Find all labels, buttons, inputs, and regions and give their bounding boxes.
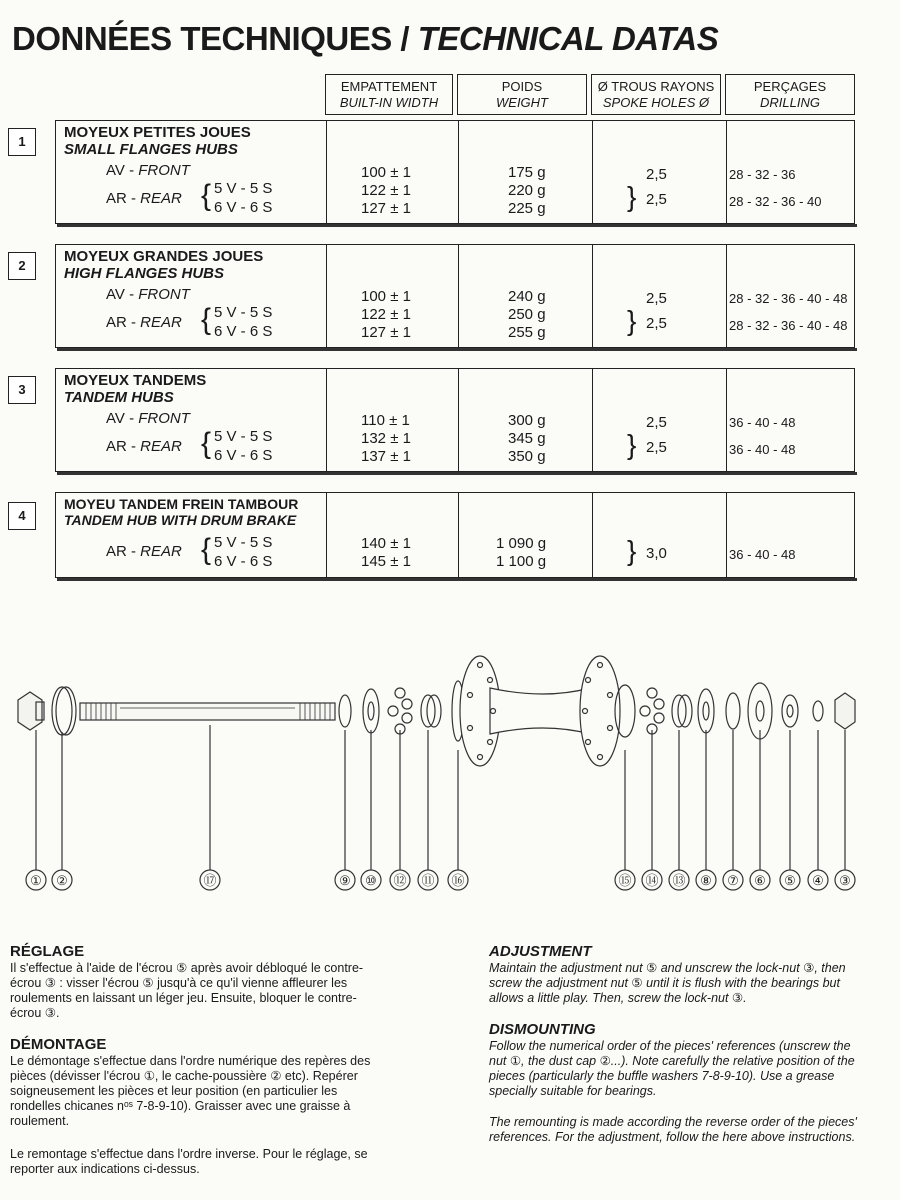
dismount-heading: DISMOUNTING — [489, 1021, 596, 1038]
row-label-front: AV - FRONT — [106, 410, 190, 427]
drill-front: 28 - 32 - 36 - 40 - 48 — [729, 291, 848, 306]
demontage-heading: DÉMONTAGE — [10, 1036, 107, 1053]
speed-5: 5 V - 5 S — [214, 428, 273, 445]
row-label-rear: AR - REAR — [106, 314, 182, 331]
drill-front: 36 - 40 - 48 — [729, 415, 796, 430]
callout-7: ⑦ — [727, 873, 739, 888]
weight-rear-5: 250 g — [508, 306, 546, 323]
callout-1: ① — [30, 873, 42, 888]
weight-rear-5: 345 g — [508, 430, 546, 447]
drill-rear: 36 - 40 - 48 — [729, 442, 796, 457]
spoke-front: 2,5 — [646, 166, 667, 183]
callout-12: ⑫ — [393, 873, 407, 888]
page-title — [12, 20, 892, 58]
speed-5: 5 V - 5 S — [214, 180, 273, 197]
adjust-heading: ADJUSTMENT — [489, 943, 592, 960]
callout-9: ⑨ — [339, 873, 351, 888]
spoke-rear: 2,5 — [646, 191, 667, 208]
callout-17: ⑰ — [203, 873, 217, 888]
width-front: 100 ± 1 — [361, 164, 411, 181]
speed-5: 5 V - 5 S — [214, 304, 273, 321]
weight-rear-5: 220 g — [508, 182, 546, 199]
callout-3: ③ — [839, 873, 851, 888]
drill-rear: 28 - 32 - 36 - 40 — [729, 194, 822, 209]
section-number: 1 — [8, 128, 36, 156]
section-title: MOYEUX TANDEMS TANDEM HUBS — [64, 372, 207, 406]
speed-6: 6 V - 6 S — [214, 447, 273, 464]
spoke-rear: 2,5 — [646, 439, 667, 456]
width-front: 100 ± 1 — [361, 288, 411, 305]
section-title: MOYEUX GRANDES JOUES HIGH FLANGES HUBS — [64, 248, 264, 282]
spoke-rear: 2,5 — [646, 315, 667, 332]
remount-body: The remounting is made according the reverse order of the pieces' references. For the adjustment, follow the here above instructions. — [489, 1115, 857, 1144]
weight-front: 300 g — [508, 412, 546, 429]
callout-16: ⑯ — [451, 873, 465, 888]
english-instructions — [489, 944, 859, 1161]
speed-6: 6 V - 6 S — [214, 199, 273, 216]
callout-14: ⑭ — [645, 873, 659, 888]
callout-6: ⑥ — [754, 873, 766, 888]
remontage-body: Le remontage s'effectue dans l'ordre inverse. Pour le réglage, se reporter aux indications ci-dessus. — [10, 1147, 368, 1176]
section-1: MOYEUX PETITES JOUES SMALL FLANGES HUBS AV - FRONT AR - REAR { 5 V - 5 S 6 V - 6 S 100 ± 1 122 ± 1 127 ± 1 175 g 220 g 225 g 2,5 } 2,5 28 - 32 - 36 28 - 32 - 36 - 40 — [55, 120, 855, 224]
row-label-front: AV - FRONT — [106, 162, 190, 179]
section-number: 3 — [8, 376, 36, 404]
callout-8: ⑧ — [700, 873, 712, 888]
speed-6: 6 V - 6 S — [214, 323, 273, 340]
section-4: MOYEU TANDEM FREIN TAMBOUR TANDEM HUB WITH DRUM BRAKE AR - REAR { 5 V - 5 S 6 V - 6 S 140 ± 1 145 ± 1 1 090 g 1 100 g } 3,0 36 - 40 - 48 — [55, 492, 855, 578]
callout-13: ⑬ — [672, 873, 686, 888]
weight-rear-6: 1 100 g — [496, 553, 547, 570]
width-rear-6: 127 ± 1 — [361, 200, 411, 217]
french-instructions — [10, 944, 385, 1193]
section-number: 2 — [8, 252, 36, 280]
width-rear-6: 127 ± 1 — [361, 324, 411, 341]
header-weight: POIDS WEIGHT — [457, 74, 587, 115]
drill-rear: 28 - 32 - 36 - 40 - 48 — [729, 318, 848, 333]
section-title: MOYEU TANDEM FREIN TAMBOUR TANDEM HUB WITH DRUM BRAKE — [64, 496, 299, 528]
spoke-front: 2,5 — [646, 290, 667, 307]
callout-2: ② — [56, 873, 68, 888]
demontage-body: Le démontage s'effectue dans l'ordre numérique des repères des pièces (dévisser l'écrou ①, le cache-poussière ② etc). Repérer soigneusement les pièces et leur position (en particulier les rondelles chicanes nᵒˢ 7-8-9-10). Graisser avec une graisse à roulement. — [10, 1054, 371, 1128]
width-front: 110 ± 1 — [361, 412, 410, 429]
weight-rear-5: 1 090 g — [496, 535, 547, 552]
weight-rear-6: 350 g — [508, 448, 546, 465]
section-number: 4 — [8, 502, 36, 530]
row-label-rear: AR - REAR — [106, 438, 182, 455]
header-drilling: PERÇAGES DRILLING — [725, 74, 855, 115]
weight-rear-6: 225 g — [508, 200, 546, 217]
row-label-rear: AR - REAR — [106, 190, 182, 207]
callout-11: ⑪ — [421, 873, 435, 888]
width-rear-6: 145 ± 1 — [361, 553, 411, 570]
section-2: MOYEUX GRANDES JOUES HIGH FLANGES HUBS AV - FRONT AR - REAR { 5 V - 5 S 6 V - 6 S 100 ± 1 122 ± 1 127 ± 1 240 g 250 g 255 g 2,5 } 2,5 28 - 32 - 36 - 40 - 48 28 - 32 - 36 - 40 - 48 — [55, 244, 855, 348]
drill-rear: 36 - 40 - 48 — [729, 547, 796, 562]
speed-5: 5 V - 5 S — [214, 534, 273, 551]
section-title: MOYEUX PETITES JOUES SMALL FLANGES HUBS — [64, 124, 251, 158]
row-label-rear: AR - REAR — [106, 543, 182, 560]
header-spoke-holes: Ø TROUS RAYONS SPOKE HOLES Ø — [591, 74, 721, 115]
width-rear-6: 137 ± 1 — [361, 448, 411, 465]
width-rear-5: 122 ± 1 — [361, 306, 411, 323]
reglage-body: Il s'effectue à l'aide de l'écrou ⑤ après avoir débloqué le contre-écrou ③ : visser l'écrou ⑤ jusqu'à ce qu'il vienne affleurer les roulements en laissant un léger jeu. Ensuite, bloquer le contre-écrou ③. — [10, 961, 364, 1020]
callout-15: ⑮ — [618, 873, 632, 888]
callout-5: ⑤ — [784, 873, 796, 888]
row-label-front: AV - FRONT — [106, 286, 190, 303]
spoke-front: 2,5 — [646, 414, 667, 431]
spoke-rear: 3,0 — [646, 545, 667, 562]
callout-4: ④ — [812, 873, 824, 888]
dismount-body: Follow the numerical order of the pieces' references (unscrew the nut ①, the dust cap ②...). Note carefully the relative position of the pieces (particularly the buffle washers 7-8-9-10). Use a grease specially suitable for bearings. — [489, 1039, 855, 1098]
title-en: TECHNICAL DATAS — [417, 20, 719, 57]
weight-front: 240 g — [508, 288, 546, 305]
adjust-body: Maintain the adjustment nut ⑤ and unscrew the lock-nut ③, then screw the adjustment nut ⑤ until it is flush with the bearings but allows a little play. Then, screw the lock-nut ③. — [489, 961, 846, 1005]
weight-front: 175 g — [508, 164, 546, 181]
speed-6: 6 V - 6 S — [214, 553, 273, 570]
weight-rear-6: 255 g — [508, 324, 546, 341]
width-rear-5: 132 ± 1 — [361, 430, 411, 447]
reglage-heading: RÉGLAGE — [10, 943, 85, 960]
title-fr: DONNÉES TECHNIQUES / — [12, 20, 418, 57]
table-header — [55, 74, 855, 117]
header-width: EMPATTEMENT BUILT-IN WIDTH — [325, 74, 453, 115]
exploded-hub-diagram — [0, 640, 900, 900]
width-rear-5: 122 ± 1 — [361, 182, 411, 199]
width-rear-5: 140 ± 1 — [361, 535, 411, 552]
drill-front: 28 - 32 - 36 — [729, 167, 796, 182]
callout-10: ⑩ — [365, 873, 377, 888]
section-3: MOYEUX TANDEMS TANDEM HUBS AV - FRONT AR - REAR { 5 V - 5 S 6 V - 6 S 110 ± 1 132 ± 1 137 ± 1 300 g 345 g 350 g 2,5 } 2,5 36 - 40 - 48 36 - 40 - 48 — [55, 368, 855, 472]
